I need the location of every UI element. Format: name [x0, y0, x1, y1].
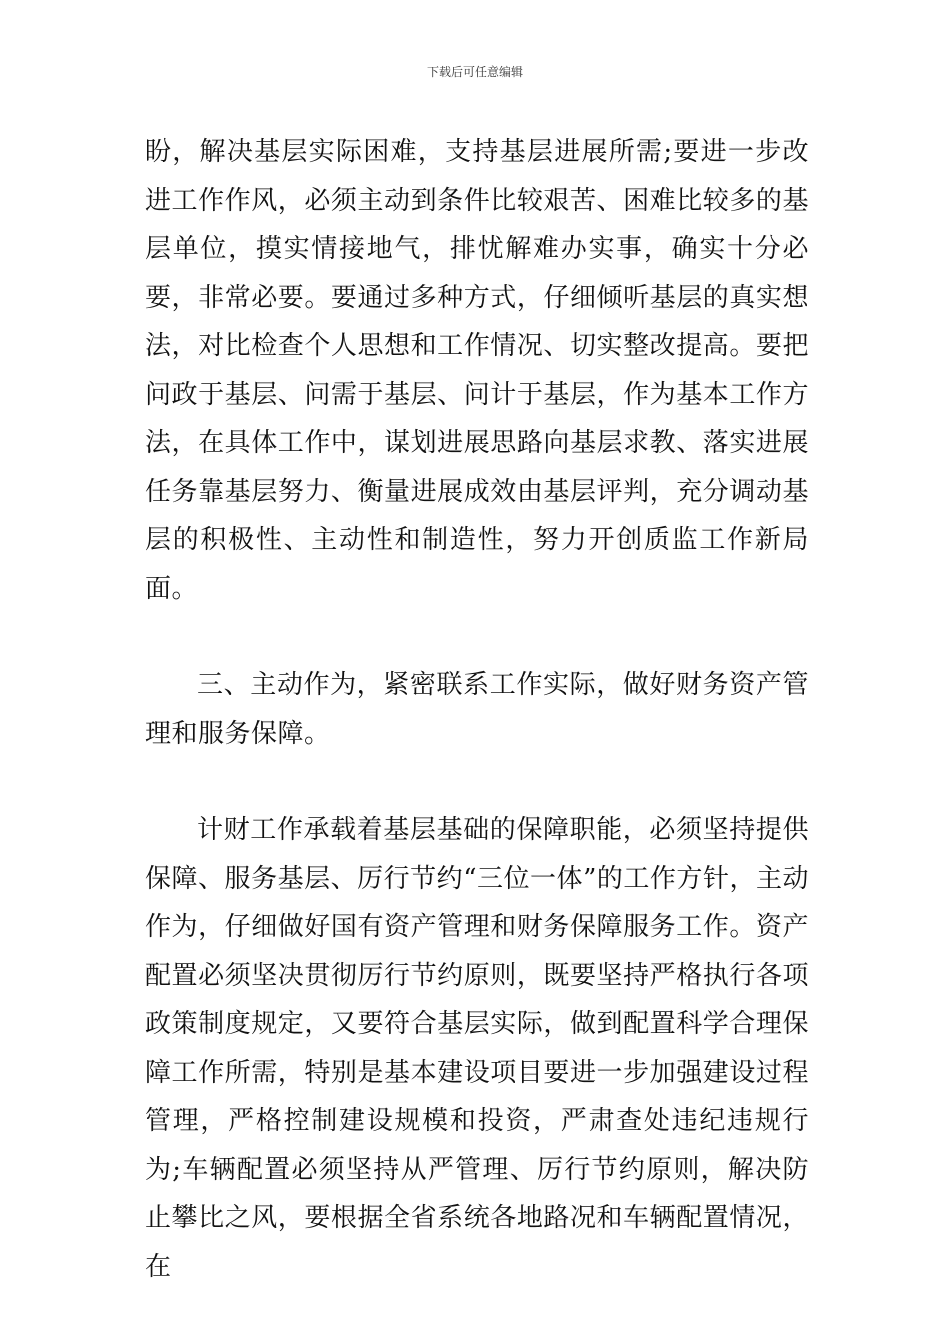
paragraph-gap: [145, 613, 809, 661]
paragraph-finance: 计财工作承载着基层基础的保障职能，必须坚持提供保障、服务基层、厉行节约“三位一体”的工作方针，主动作为，仔细做好国有资产管理和财务保障服务工作。资产配置必须坚决贯彻厉行节约原则，既要坚持严格执行各项政策制度规定，又要符合基层实际，做到配置科学合理保障工作所需，特别是基本建设项目要进一步加强建设过程管理，严格控制建设规模和投资，严肃查处违纪违规行为;车辆配置必须坚持从严管理、厉行节约原则，解决防止攀比之风，要根据全省系统各地路况和车辆配置情况，在: [145, 815, 809, 1282]
page-header: 下载后可任意编辑: [426, 65, 523, 79]
section-heading-three: 三、主动作为，紧密联系工作实际，做好财务资产管理和服务保障。: [145, 670, 809, 749]
paragraph-continuation: 盼，解决基层实际困难，支持基层进展所需;要进一步改进工作作风，必须主动到条件比较艰苦、困难比较多的基层单位，摸实情接地气，排忧解难办实事，确实十分必要，非常必要。要通过多种方式，仔细倾听基层的真实想法，对比检查个人思想和工作情况、切实整改提高。要把问政于基层、问需于基层、问计于基层，作为基本工作方法，在具体工作中，谋划进展思路向基层求教、落实进展任务靠基层努力、衡量进展成效由基层评判，充分调动基层的积极性、主动性和制造性，努力开创质监工作新局面。: [145, 137, 809, 604]
paragraph-gap: [145, 758, 809, 806]
document-body: [145, 128, 809, 1291]
